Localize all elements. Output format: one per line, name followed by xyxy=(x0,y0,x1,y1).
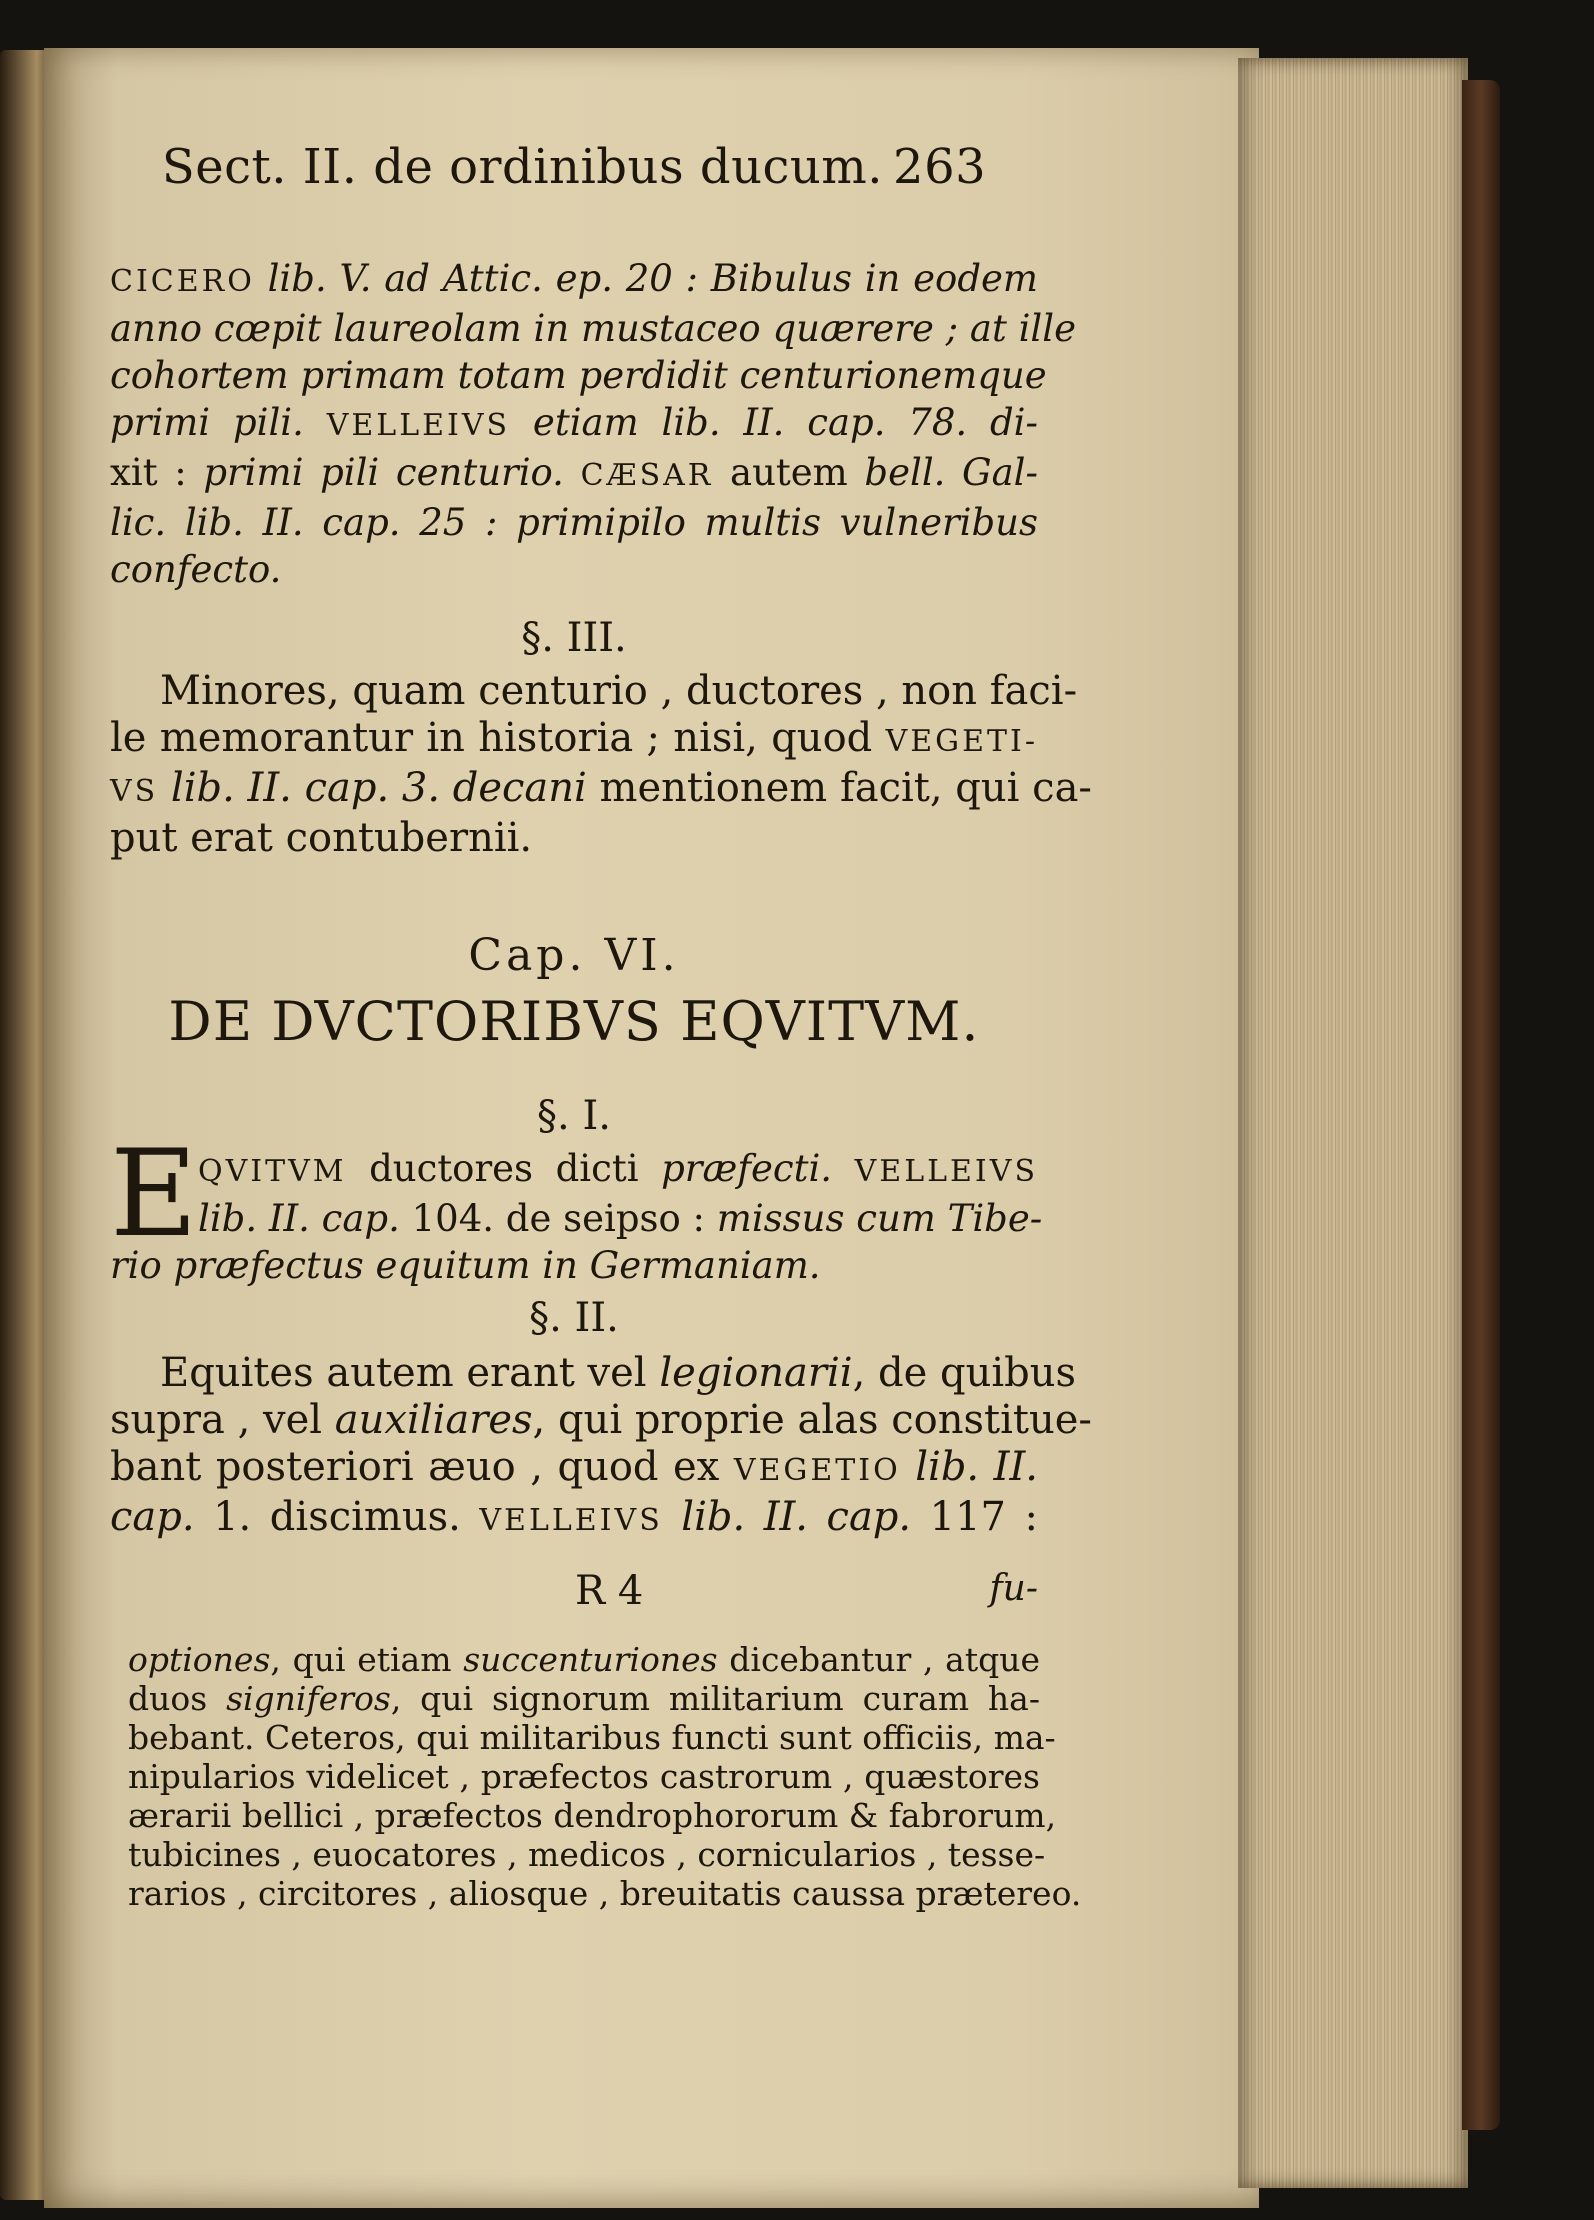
text-line: confecto. xyxy=(110,548,282,591)
text-line: rio præfectus equitum in Germaniam. xyxy=(110,1244,821,1287)
text-line: cohortem primam totam perdidit centurionemque xyxy=(110,354,1047,397)
page-edges xyxy=(1238,58,1468,2188)
section-mark-2: §. II. xyxy=(529,1295,619,1341)
book-cover xyxy=(1462,80,1500,2130)
section-mark-1: §. I. xyxy=(537,1093,611,1139)
text-line: ærarii bellici , præfectos dendrophororum & fabrorum, xyxy=(128,1796,1057,1835)
running-head-title: Sect. II. de ordinibus ducum. xyxy=(161,139,884,195)
footnote-block xyxy=(128,1640,1082,1913)
text-line: Equites autem erant vel legionarii, de quibus xyxy=(160,1350,1077,1396)
text-line: lib. II. cap. 104. de seipso : missus cum Tibe- xyxy=(198,1197,1043,1240)
text-line: bebant. Ceteros, qui militaribus functi sunt officiis, ma- xyxy=(128,1718,1056,1757)
left-page-edge xyxy=(0,50,46,2200)
chapter-number: Cap. VI. xyxy=(468,930,680,981)
drop-cap: E xyxy=(110,1125,198,1264)
text-line: nipularios videlicet , præfectos castrorum , quæstores xyxy=(128,1757,1040,1796)
text-line: tubicines , euocatores , medicos , cornicularios , tesse- xyxy=(128,1835,1046,1874)
text-line: lic. lib. II. cap. 25 : primipilo multis vulneribus xyxy=(110,501,1038,544)
text-line: anno cœpit laureolam in mustaceo quærere ; at ille xyxy=(110,307,1076,350)
signature-mark: R 4 xyxy=(575,1568,644,1614)
paragraph-cicero xyxy=(110,255,1076,593)
chapter-title: DE DVCTORIBVS EQVITVM. xyxy=(168,990,980,1053)
text-line: le memorantur in historia ; nisi, quod VEGETI- xyxy=(110,715,1038,761)
paragraph-equites xyxy=(110,1350,1092,1544)
section-mark-3: §. III. xyxy=(521,615,627,661)
text-line: QVITVM ductores dicti præfecti. VELLEIVS xyxy=(198,1147,1038,1190)
text-line: VS lib. II. cap. 3. decani mentionem facit, qui ca- xyxy=(110,765,1092,811)
text-line: Minores, quam centurio , ductores , non faci- xyxy=(160,668,1078,714)
text-line: xit : primi pili centurio. CÆSAR autem bell. Gal- xyxy=(110,451,1039,494)
text-line: optiones, qui etiam succenturiones dicebantur , atque xyxy=(128,1640,1040,1679)
paragraph-equitum xyxy=(110,1125,1043,1289)
page-number: 263 xyxy=(893,139,987,195)
text-line: supra , vel auxiliares, qui proprie alas constitue- xyxy=(110,1397,1092,1443)
text-line: primi pili. VELLEIVS etiam lib. II. cap. 78. di- xyxy=(110,401,1038,444)
text-line: duos signiferos, qui signorum militarium curam ha- xyxy=(128,1679,1040,1718)
text-line: rarios , circitores , aliosque , breuitatis caussa prætereo. xyxy=(128,1874,1082,1913)
text-line: bant posteriori æuo , quod ex VEGETIO lib. II. xyxy=(110,1444,1038,1490)
text-line: cap. 1. discimus. VELLEIVS lib. II. cap. 117 : xyxy=(110,1494,1038,1540)
running-head xyxy=(110,139,1038,195)
text-line: put erat contubernii. xyxy=(110,815,533,861)
text-line: CICERO lib. V. ad Attic. ep. 20 : Bibulus in eodem xyxy=(110,257,1038,300)
paragraph-minores xyxy=(110,668,1092,862)
catchword: fu- xyxy=(989,1568,1038,1609)
